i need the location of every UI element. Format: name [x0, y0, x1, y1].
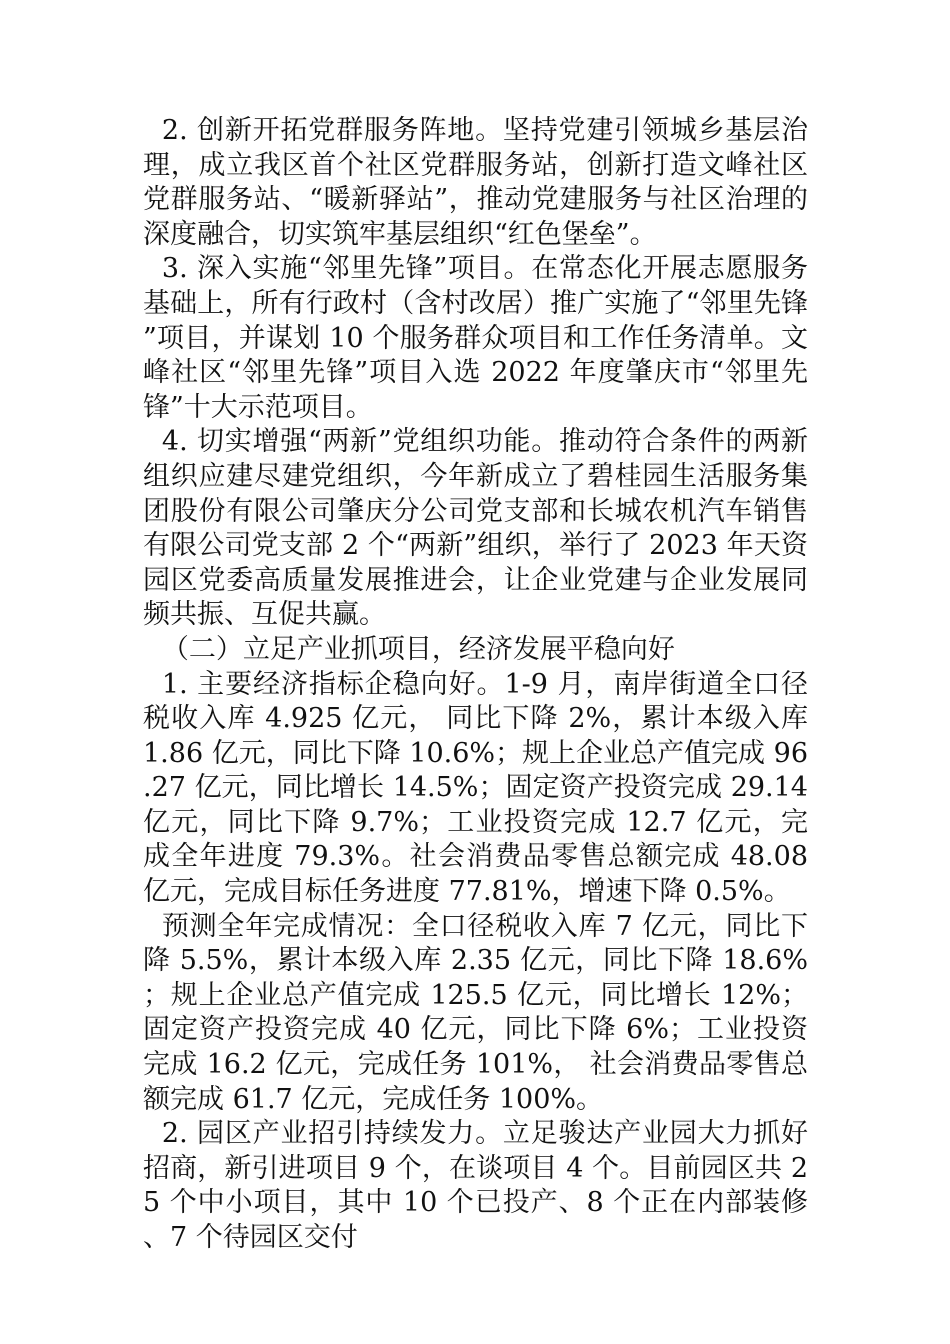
paragraph-economic-indicators: 1. 主要经济指标企稳向好。1-9 月，南岸街道全口径税收入库 4.925 亿元， 同比下降 2%，累计本级入库 1.86 亿元，同比下降 10.6%；规上企业总产值完成 96.27 亿元，同比增长 14.5%；固定资产投资完成 29.14 亿元，同比下降 9.7%；工业投资完成 12.7 亿元，完成全年进度 79.3%。社会消费品零售总额完成 48.08 亿元，完成目标任务进度 77.81%，增速下降 0.5%。: [143, 668, 808, 908]
paragraph-annual-forecast: 预测全年完成情况：全口径税收入库 7 亿元，同比下降 5.5%，累计本级入库 2.35 亿元，同比下降 18.6%；规上企业总产值完成 125.5 亿元，同比增长 12%；固定资产投资完成 40 亿元，同比下降 6%；工业投资完成 16.2 亿元，完成任务 101%， 社会消费品零售总额完成 61.7 亿元，完成任务 100%。: [143, 910, 808, 1115]
paragraph-party-service-positions: 2. 创新开拓党群服务阵地。坚持党建引领城乡基层治理，成立我区首个社区党群服务站，创新打造文峰社区党群服务站、“暖新驿站”，推动党建服务与社区治理的深度融合，切实筑牢基层组织“红色堡垒”。: [143, 115, 808, 250]
paragraph-park-investment: 2. 园区产业招引持续发力。立足骏达产业园大力抓好招商，新引进项目 9 个，在谈项目 4 个。目前园区共 25 个中小项目，其中 10 个已投产、8 个正在内部装修、7 个待园区交付: [143, 1118, 808, 1253]
paragraph-two-new-party-organizations: 4. 切实增强“两新”党组织功能。推动符合条件的两新组织应建尽建党组织，今年新成立了碧桂园生活服务集团股份有限公司肇庆分公司党支部和长城农机汽车销售有限公司党支部 2 个“两新”组织，举行了 2023 年天资园区党委高质量发展推进会，让企业党建与企业发展同频共振、互促共赢。: [143, 426, 808, 631]
paragraph-neighborhood-pioneer: 3. 深入实施“邻里先锋”项目。在常态化开展志愿服务基础上，所有行政村（含村改居）推广实施了“邻里先锋”项目，并谋划 10 个服务群众项目和工作任务清单。文峰社区“邻里先锋”项目入选 2022 年度肇庆市“邻里先锋”十大示范项目。: [143, 253, 808, 423]
document-body: [143, 114, 808, 1256]
section-heading-industry-projects: （二）立足产业抓项目，经济发展平稳向好: [161, 633, 675, 665]
